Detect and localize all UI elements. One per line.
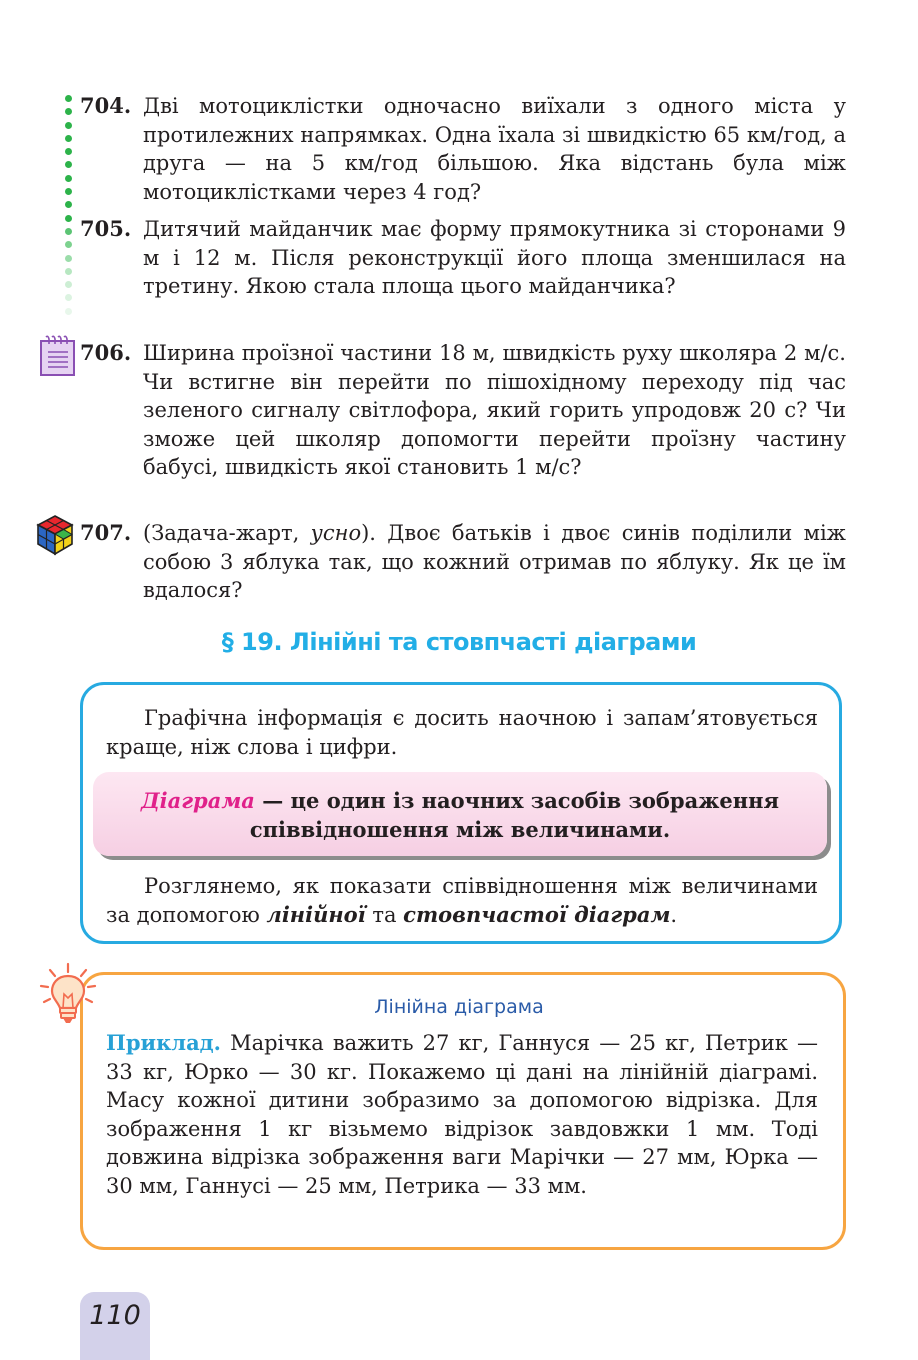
problem-text: Дитячий майданчик має форму прямокутника зі сторонами 9 м і 12 м. Після реконструкції його площа зменшилася на третину. Якою стала площа цього майданчика? — [143, 217, 846, 298]
example-label: Приклад. — [106, 1030, 221, 1055]
problem-text-open: (Задача-жарт, — [143, 521, 311, 545]
problem-705 — [80, 215, 846, 301]
rubik-cube-icon — [35, 514, 75, 556]
followup-start: Розглянемо, як показати співвідношення між величинами за допомогою — [106, 874, 818, 927]
definition-box — [93, 772, 827, 856]
problem-number: 704. — [80, 93, 132, 118]
intro-paragraph — [106, 704, 818, 761]
problem-text-italic: усно — [310, 521, 362, 545]
definition-term: Діаграма — [140, 788, 255, 813]
example-text: Марічка важить 27 кг, Ганнуся — 25 кг, Петрик — 33 кг, Юрко — 30 кг. Покажемо ці дані на лінійній діаграмі. Масу кожної дитини зобразимо за допомогою відрізка. Для зображення 1 кг візьмемо відрізок завдовжки 1 мм. Тоді довжина відрізка зображення ваги Марічки — 27 мм, Юрка — 30 мм, Ганнусі — 25 мм, Петрика — 33 мм. — [106, 1031, 818, 1198]
followup-mid: та — [365, 902, 404, 927]
example-subheading: Лінійна діаграма — [374, 996, 544, 1018]
lightbulb-icon — [38, 962, 98, 1028]
problem-text: Дві мотоциклістки одночасно виїхали з одного міста у протилежних напрямках. Одна їхала зі швидкістю 65 км/год, а друга — на 5 км/год більшою. Яка відстань була між мотоциклістками через 4 год? — [143, 94, 846, 204]
definition-text: — це один із наочних засобів зображення співвідношення між величинами. — [249, 788, 780, 842]
notebook-icon — [38, 335, 78, 377]
problem-text — [143, 519, 846, 605]
problem-707 — [80, 519, 846, 605]
problem-text-rest: ). Двоє батьків і двоє синів поділили між собою 3 яблука так, що кожний отримав по яблуку. Як це їм вдалося? — [143, 521, 846, 602]
problem-706 — [80, 339, 846, 482]
problem-text: Ширина проїзної частини 18 м, швидкість руху школяра 2 м/с. Чи встигне він перейти по пішохідному переходу під час зеленого сигналу світлофора, який горить упродовж 20 с? Чи зможе цей школяр допомогти перейти проїзну частину бабусі, швидкість якої становить 1 м/с? — [143, 341, 846, 479]
example-paragraph — [106, 1029, 818, 1200]
problem-number: 705. — [80, 216, 132, 241]
page-number-tab — [80, 1292, 150, 1360]
section-heading: § 19. Лінійні та стовпчасті діаграми — [221, 628, 697, 656]
page-number: 110 — [89, 1300, 141, 1331]
followup-term-bar: стовпчастої діаграм — [403, 901, 671, 927]
intro-paragraph-text: Графічна інформація є досить наочною і запам’ятовується краще, ніж слова і цифри. — [106, 706, 818, 759]
problem-704 — [80, 92, 846, 206]
intro-followup — [106, 872, 818, 929]
followup-term-linear: лінійної — [266, 901, 366, 927]
followup-end: . — [670, 902, 678, 927]
problem-number: 706. — [80, 340, 132, 365]
difficulty-dots-icon — [65, 95, 73, 321]
problem-number: 707. — [80, 520, 132, 545]
